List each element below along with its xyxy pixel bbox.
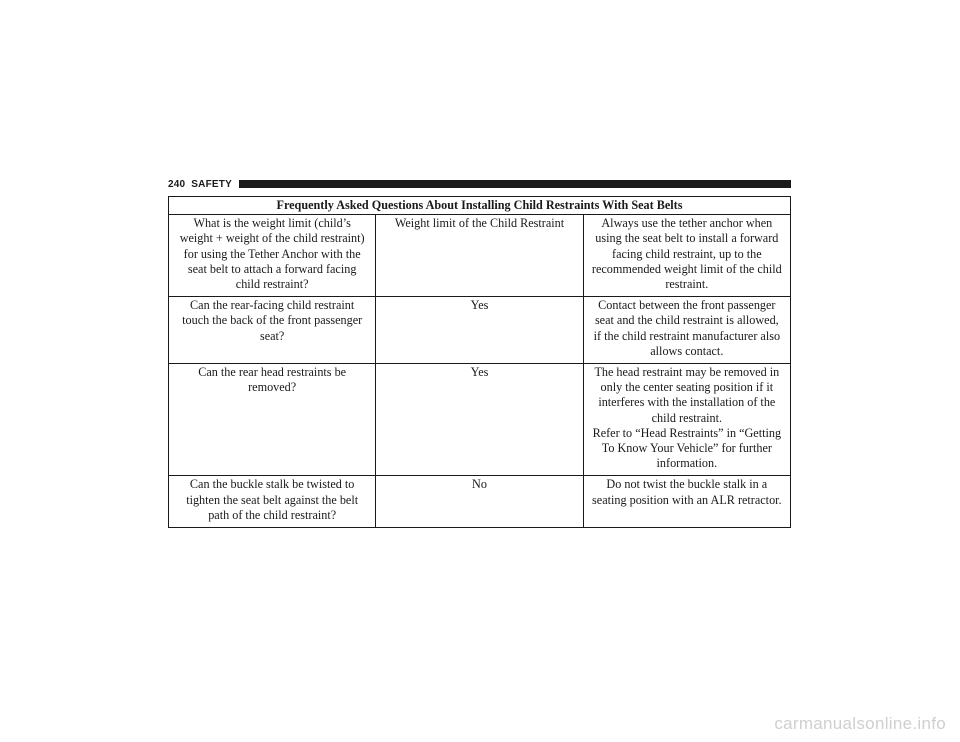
question-cell: Can the rear head restraints be removed? bbox=[169, 364, 376, 476]
section-title: SAFETY bbox=[191, 178, 232, 190]
note-text: Contact between the front passenger seat and the child restraint is allowed, if the child restraint manufacturer also allows contact. bbox=[593, 298, 781, 358]
note-text: Always use the tether anchor when using the seat belt to install a forward facing child restraint, up to the recommended weight limit of the child restraint. bbox=[591, 216, 782, 292]
note-text: Refer to “Head Restraints” in “Getting To Know Your Vehicle” for further information. bbox=[592, 425, 782, 471]
table-title-row bbox=[169, 197, 791, 215]
answer-cell: Weight limit of the Child Restraint bbox=[376, 215, 583, 297]
faq-table bbox=[168, 196, 791, 528]
watermark: carmanualsonline.info bbox=[774, 714, 946, 733]
table-row bbox=[169, 476, 791, 528]
notes-cell bbox=[583, 215, 790, 297]
header-rule bbox=[239, 180, 791, 188]
page-header bbox=[168, 177, 791, 191]
question-cell: What is the weight limit (child’s weight + weight of the child restraint) for using the Tether Anchor with the seat belt to attach a forward facing child restraint? bbox=[169, 215, 376, 297]
note-text: Do not twist the buckle stalk in a seating position with an ALR retractor. bbox=[592, 477, 782, 507]
answer-cell: Yes bbox=[376, 364, 583, 476]
notes-cell bbox=[583, 297, 790, 364]
question-cell: Can the buckle stalk be twisted to tighten the seat belt against the belt path of the child restraint? bbox=[169, 476, 376, 528]
page-number: 240 bbox=[168, 178, 186, 190]
answer-cell: No bbox=[376, 476, 583, 528]
question-cell: Can the rear-facing child restraint touch the back of the front passenger seat? bbox=[169, 297, 376, 364]
table-title: Frequently Asked Questions About Installing Child Restraints With Seat Belts bbox=[169, 197, 791, 215]
table-row bbox=[169, 215, 791, 297]
table-row bbox=[169, 297, 791, 364]
note-text: The head restraint may be removed in only the center seating position if it interferes with the installation of the child restraint. bbox=[594, 365, 780, 425]
notes-cell bbox=[583, 476, 790, 528]
table-row bbox=[169, 364, 791, 476]
answer-cell: Yes bbox=[376, 297, 583, 364]
notes-cell bbox=[583, 364, 790, 476]
